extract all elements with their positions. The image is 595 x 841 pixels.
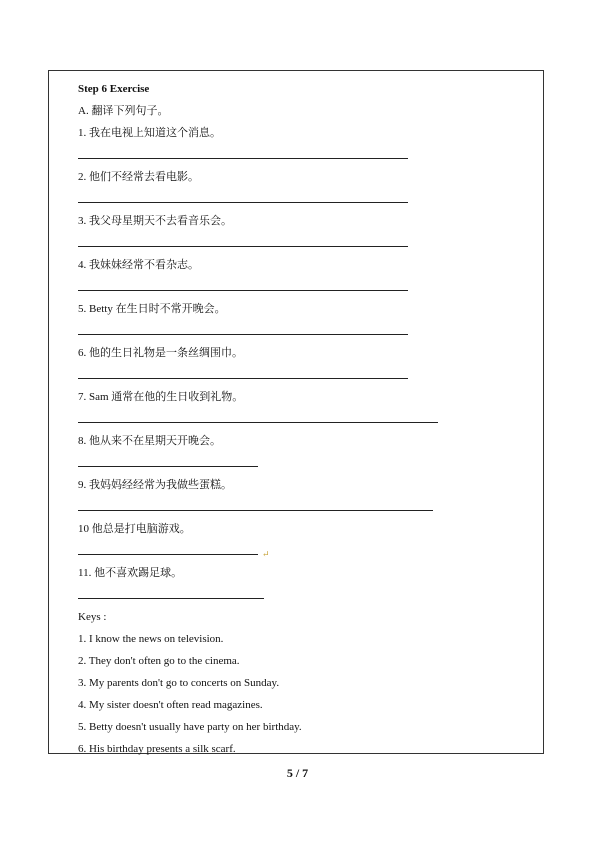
answer-blank-10 [78, 544, 518, 566]
page-number: 5 / 7 [286, 766, 309, 780]
key-1: 1. I know the news on television. [78, 633, 224, 645]
section-a-heading: A. 翻译下列句子。 [78, 105, 169, 117]
question-5: 5. Betty 在生日时不常开晚会。 [78, 303, 226, 315]
answer-blank-9 [78, 500, 518, 522]
answer-blank-3 [78, 236, 518, 258]
question-8: 8. 他从来不在星期天开晚会。 [78, 435, 221, 447]
question-4: 4. 我妹妹经常不看杂志。 [78, 259, 199, 271]
key-5: 5. Betty doesn't usually have party on her birthday. [78, 721, 302, 733]
key-6: 6. His birthday presents a silk scarf. [78, 743, 236, 755]
question-11: 11. 他不喜欢踢足球。 [78, 567, 183, 579]
answer-blank-6 [78, 368, 518, 390]
question-9: 9. 我妈妈经经常为我做些蛋糕。 [78, 479, 232, 491]
question-1: 1. 我在电视上知道这个消息。 [78, 127, 221, 139]
answer-blank-11 [78, 588, 518, 610]
answer-blank-8 [78, 456, 518, 478]
question-7: 7. Sam 通常在他的生日收到礼物。 [78, 391, 244, 403]
answer-blank-1 [78, 148, 518, 170]
answer-blank-5 [78, 324, 518, 346]
step-title: Step 6 Exercise [78, 83, 150, 95]
question-6: 6. 他的生日礼物是一条丝绸围巾。 [78, 347, 243, 359]
question-2: 2. 他们不经常去看电影。 [78, 171, 199, 183]
answer-blank-7 [78, 412, 518, 434]
answer-blank-2 [78, 192, 518, 214]
caret-mark-icon: ↵ [262, 549, 270, 559]
keys-label: Keys : [78, 611, 107, 623]
key-3: 3. My parents don't go to concerts on Sunday. [78, 677, 280, 689]
exercise-content [78, 82, 518, 764]
key-2: 2. They don't often go to the cinema. [78, 655, 240, 667]
key-4: 4. My sister doesn't often read magazines. [78, 699, 263, 711]
question-10: 10 他总是打电脑游戏。 [78, 523, 191, 535]
question-3: 3. 我父母星期天不去看音乐会。 [78, 215, 232, 227]
answer-blank-4 [78, 280, 518, 302]
